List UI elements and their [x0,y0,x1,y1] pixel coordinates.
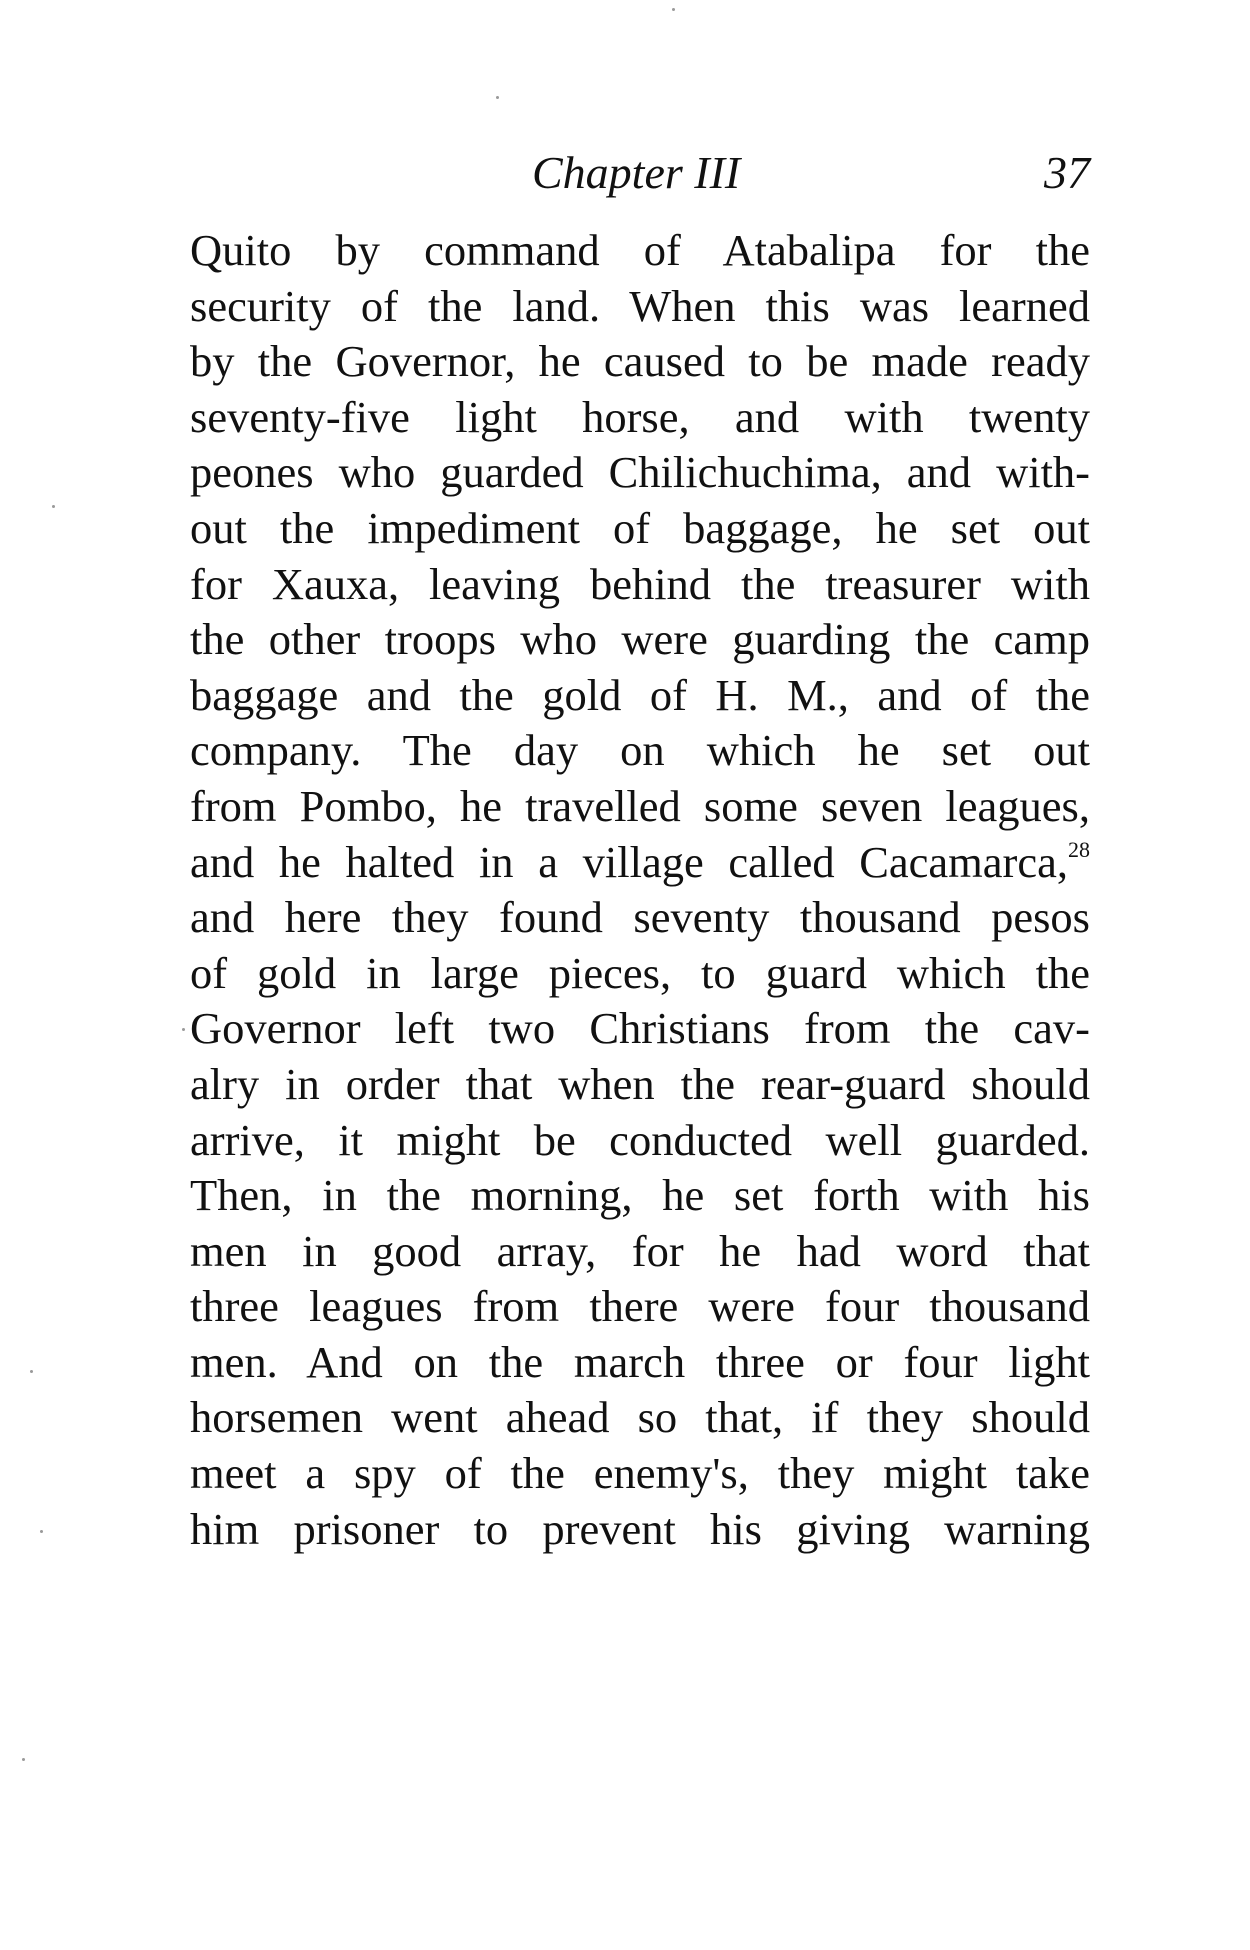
scan-speck [182,1028,185,1031]
text-line: the other troops who were guarding the camp [190,614,1090,665]
text-line: him prisoner to prevent his giving warning [190,1503,1090,1554]
text-line: alry in order that when the rear-guard should [190,1058,1090,1109]
scan-speck [52,505,55,508]
text-line: security of the land. When this was learned [190,280,1090,331]
text-line: seventy-five light horse, and with twenty [190,391,1090,442]
text-line-content: and he halted in a village called Cacamarca, [190,836,1068,887]
text-line: men in good array, for he had word that [190,1225,1090,1276]
text-line: baggage and the gold of H. M., and of the [190,669,1090,720]
text-line: company. The day on which he set out [190,725,1090,776]
scan-speck [672,8,675,11]
running-head [190,143,1090,203]
text-line: for Xauxa, leaving behind the treasurer with [190,558,1090,609]
text-line: from Pombo, he travelled some seven leagues, [190,780,1090,831]
scan-speck [30,1370,33,1373]
text-line: of gold in large pieces, to guard which the [190,947,1090,998]
text-line: Governor left two Christians from the cav- [190,1003,1090,1054]
scan-speck [40,1530,43,1533]
text-line: arrive, it might be conducted well guarded. [190,1114,1090,1165]
chapter-title: Chapter III [532,147,741,198]
scan-speck [22,1758,25,1761]
page-number: 37 [1044,147,1090,198]
text-line: three leagues from there were four thousand [190,1281,1090,1332]
text-line: men. And on the march three or four light [190,1336,1090,1387]
text-line: Quito by command of Atabalipa for the [190,225,1090,275]
text-line: and here they found seventy thousand pesos [190,892,1090,943]
footnote-reference[interactable]: 28 [1068,836,1090,862]
scan-speck [496,96,499,99]
text-line: out the impediment of baggage, he set out [190,502,1090,553]
text-line: by the Governor, he caused to be made ready [190,336,1090,387]
text-line-with-footnote [190,835,1090,891]
text-line: Then, in the morning, he set forth with his [190,1170,1090,1221]
body-text [190,223,1090,1557]
text-line: peones who guarded Chilichuchima, and with- [190,447,1090,498]
text-line: horsemen went ahead so that, if they should [190,1392,1090,1443]
text-line: meet a spy of the enemy's, they might take [190,1448,1090,1499]
